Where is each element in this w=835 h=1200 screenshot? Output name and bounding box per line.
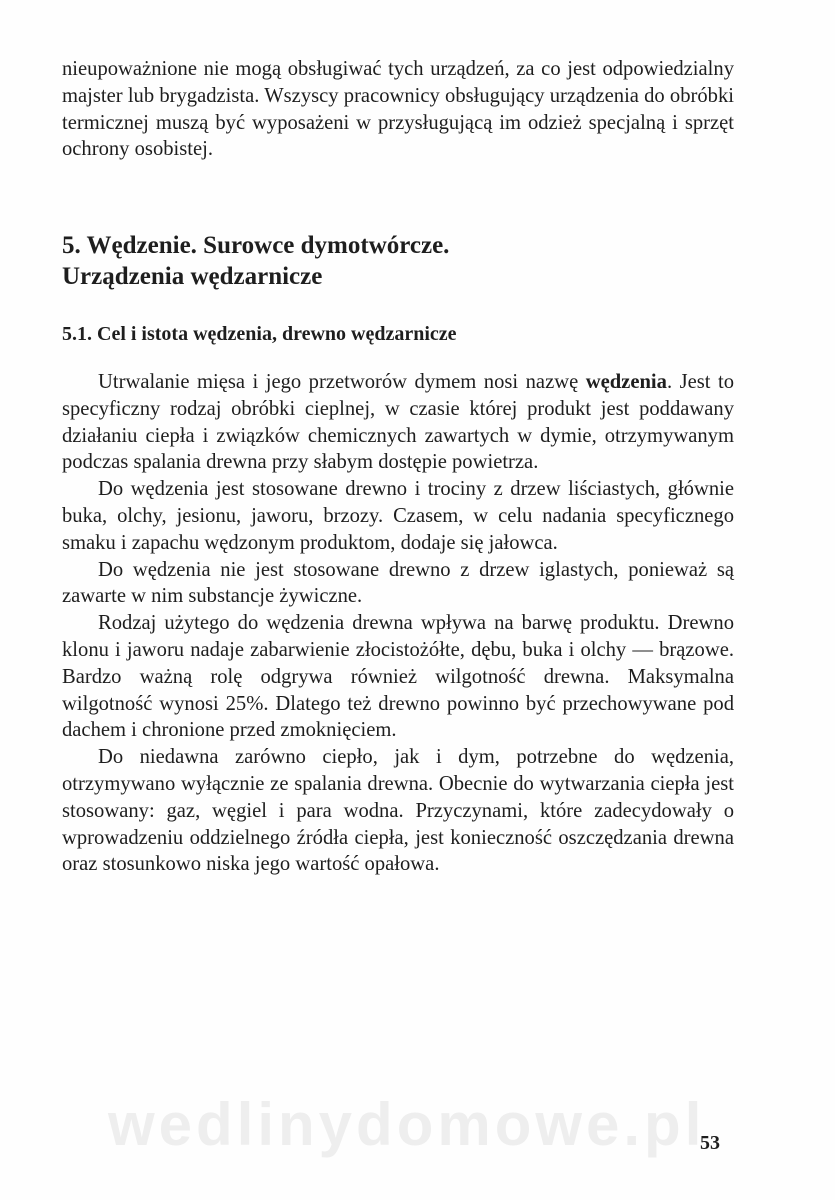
continuation-paragraph: nieupoważnione nie mogą obsługiwać tych urządzeń, za co jest odpowiedzialny majster lub brygadzista. Wszyscy pracownicy obsługujący urządzenia do obróbki termicznej muszą być wyposażeni w przysługującą im odzież specjalną i sprzęt ochrony osobistej. [62,58,734,161]
page-number: 53 [700,1132,720,1154]
section-heading-line-2: Urządzenia wędzarnicze [62,263,323,290]
term-wedzenia: wędzenia [585,371,667,393]
paragraph-1 [62,369,734,476]
paragraph-2: Do wędzenia jest stosowane drewno i trociny z drzew liściastych, głównie buka, olchy, jesionu, jaworu, brzozy. Czasem, w celu nadania specyficznego smaku i zapachu wędzonym produktom, dodaje się jałowca. [62,478,734,554]
paragraph-3: Do wędzenia nie jest stosowane drewno z drzew iglastych, ponieważ są zawarte w nim substancje żywiczne. [62,558,734,608]
section-heading [62,230,734,292]
section-heading-block [62,230,734,292]
paragraph-1-intro: Utrwalanie mięsa i jego przetworów dymem nosi nazwę [98,371,586,393]
watermark: wedlinydomowe.pl [108,1091,706,1158]
paragraph-1-rest: . Jest to specyficzny rodzaj obróbki cieplnej, w czasie której produkt jest poddawany działaniu ciepła i związków chemicznych zawartych w dymie, otrzymywanym podczas spalania drewna przy słabym dostępie powietrza. [62,371,734,474]
paragraph-5: Do niedawna zarówno ciepło, jak i dym, potrzebne do wędzenia, otrzymywano wyłącznie ze spalania drewna. Obecnie do wytwarzania ciepła jest stosowany: gaz, węgiel i para wodna. Przyczynami, które zadecydowały o wprowadzeniu oddzielnego źródła ciepła, jest konieczność oszczędzania drewna oraz stosunkowo niska jego wartość opałowa. [62,746,734,876]
body-text [62,369,734,878]
subsection-heading-block [62,321,734,347]
paragraph-4: Rodzaj użytego do wędzenia drewna wpływa na barwę produktu. Drewno klonu i jaworu nadaje zabarwienie złocistożółte, dębu, buka i olchy — brązowe. Bardzo ważną rolę odgrywa również wilgotność drewna. Maksymalna wilgotność wynosi 25%. Dlatego też drewno powinno być przechowywane pod dachem i chronione przed zmoknięciem. [62,612,734,742]
subsection-heading: 5.1. Cel i istota wędzenia, drewno wędzarnicze [62,323,457,345]
section-heading-line-1: 5. Wędzenie. Surowce dymotwórcze. [62,232,450,259]
continuation-paragraph-block [62,56,734,163]
